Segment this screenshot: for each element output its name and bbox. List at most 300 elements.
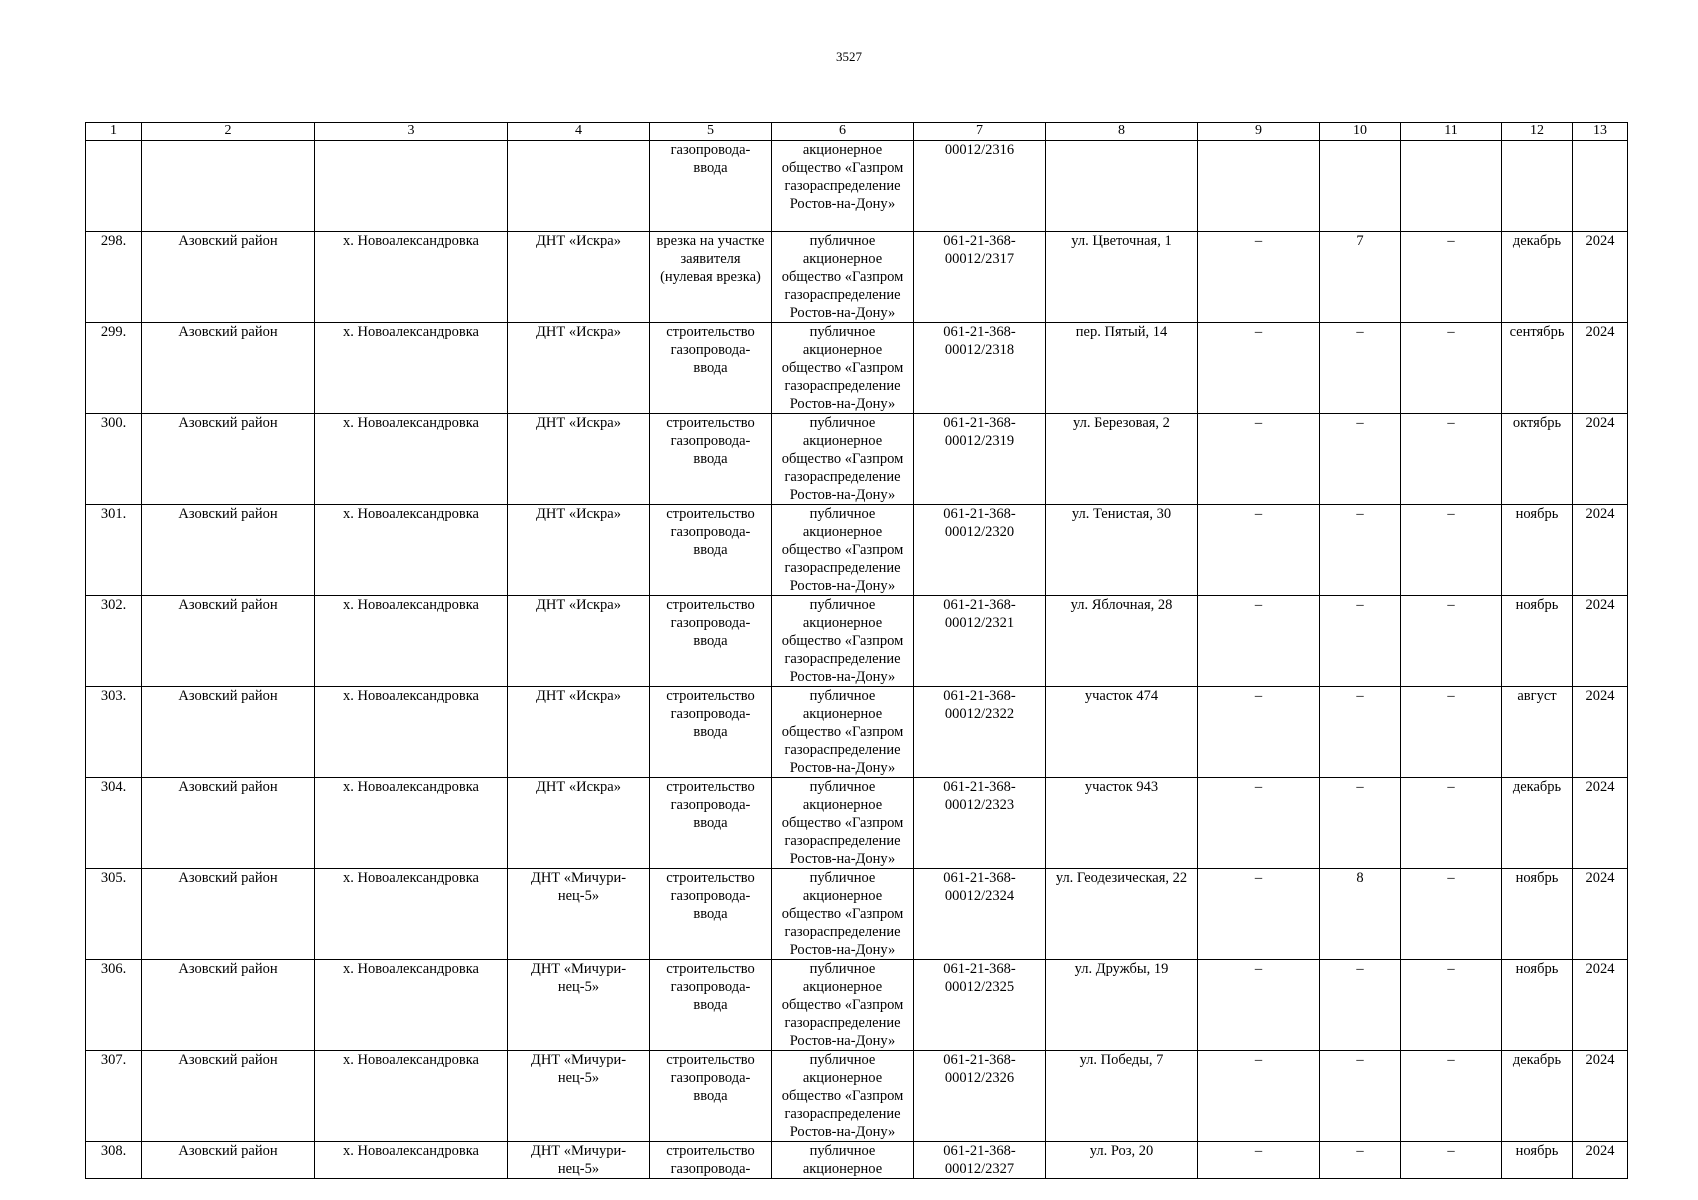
network-owner-line: газораспределение: [784, 833, 901, 849]
work-type-line: ввода: [693, 360, 728, 376]
work-type-cell: [650, 778, 772, 869]
row-number-cell: 303.: [86, 687, 142, 778]
work-type-cell: [650, 323, 772, 414]
address-cell: ул. Березовая, 2: [1046, 414, 1198, 505]
network-owner-line: Ростов-на-Дону»: [789, 1033, 896, 1049]
column-number-row: [86, 123, 1628, 141]
work-type-line: ввода: [693, 451, 728, 467]
work-type-line: ввода: [693, 997, 728, 1013]
organization-cell: [508, 1051, 650, 1142]
network-owner-line: газораспределение: [784, 1106, 901, 1122]
registry-code-line: 061-21-368-: [943, 688, 1016, 704]
work-type-line: ввода: [693, 815, 728, 831]
year-cell: 2024: [1573, 960, 1628, 1051]
work-type-line: ввода: [693, 906, 728, 922]
network-owner-line: Ростов-на-Дону»: [789, 578, 896, 594]
address-cell: ул. Роз, 20: [1046, 1142, 1198, 1179]
network-owner-line: акционерное: [802, 1070, 883, 1086]
column-header-8: 8: [1046, 123, 1198, 141]
network-owner-line: акционерное: [802, 1161, 883, 1177]
organization-line: ДНТ «Мичури-: [530, 870, 627, 886]
work-type-line: газопровода-: [670, 888, 751, 904]
network-owner-line: общество «Газпром: [781, 451, 904, 467]
continuation-cell-9: [1198, 141, 1320, 232]
settlement-cell: х. Новоалександровка: [315, 1142, 508, 1179]
continuation-cell-6-line: акционерное: [802, 142, 883, 158]
work-type-line: ввода: [693, 542, 728, 558]
organization-cell: [508, 596, 650, 687]
column-header-7: 7: [914, 123, 1046, 141]
address-cell: ул. Цветочная, 1: [1046, 232, 1198, 323]
row-number-cell: 304.: [86, 778, 142, 869]
network-owner-line: акционерное: [802, 706, 883, 722]
continuation-cell-1: [86, 141, 142, 232]
month-cell: декабрь: [1502, 232, 1573, 323]
col-9-value-cell: –: [1198, 505, 1320, 596]
network-owner-line: газораспределение: [784, 287, 901, 303]
network-owner-line: акционерное: [802, 888, 883, 904]
month-cell: декабрь: [1502, 778, 1573, 869]
year-cell: 2024: [1573, 596, 1628, 687]
registry-code-cell: [914, 960, 1046, 1051]
network-owner-cell: [772, 960, 914, 1051]
network-owner-line: акционерное: [802, 524, 883, 540]
work-type-cell: [650, 869, 772, 960]
network-owner-line: Ростов-на-Дону»: [789, 942, 896, 958]
organization-cell: [508, 323, 650, 414]
row-number-cell: 300.: [86, 414, 142, 505]
address-cell: ул. Геодезическая, 22: [1046, 869, 1198, 960]
registry-code-cell: [914, 323, 1046, 414]
month-cell: август: [1502, 687, 1573, 778]
registry-code-line: 061-21-368-: [943, 233, 1016, 249]
network-owner-line: газораспределение: [784, 1015, 901, 1031]
network-owner-line: общество «Газпром: [781, 269, 904, 285]
work-type-line: газопровода-: [670, 1161, 751, 1177]
organization-line: ДНТ «Мичури-: [530, 961, 627, 977]
col-11-value-cell: –: [1401, 414, 1502, 505]
table-row: [86, 1142, 1628, 1179]
work-type-line: строительство: [666, 870, 755, 886]
registry-code-cell: [914, 596, 1046, 687]
address-cell: участок 474: [1046, 687, 1198, 778]
work-type-line: строительство: [666, 506, 755, 522]
network-owner-cell: [772, 1051, 914, 1142]
registry-code-cell: [914, 505, 1046, 596]
table-row: [86, 596, 1628, 687]
network-owner-line: общество «Газпром: [781, 724, 904, 740]
col-10-value-cell: –: [1320, 596, 1401, 687]
month-cell: октябрь: [1502, 414, 1573, 505]
col-11-value-cell: –: [1401, 778, 1502, 869]
network-owner-line: общество «Газпром: [781, 360, 904, 376]
continuation-cell-5-line: газопровода-: [670, 142, 751, 158]
table-row: [86, 687, 1628, 778]
network-owner-line: Ростов-на-Дону»: [789, 851, 896, 867]
work-type-line: ввода: [693, 633, 728, 649]
network-owner-cell: [772, 687, 914, 778]
work-type-cell: [650, 414, 772, 505]
continuation-cell-5-line: ввода: [693, 160, 728, 176]
network-owner-cell: [772, 778, 914, 869]
work-type-line: строительство: [666, 688, 755, 704]
organization-line: ДНТ «Искра»: [536, 506, 621, 522]
col-10-value-cell: 8: [1320, 869, 1401, 960]
work-type-line: врезка на участке: [656, 233, 765, 249]
district-cell: Азовский район: [142, 960, 315, 1051]
settlement-cell: х. Новоалександровка: [315, 960, 508, 1051]
row-number-cell: 302.: [86, 596, 142, 687]
year-cell: 2024: [1573, 232, 1628, 323]
network-owner-cell: [772, 1142, 914, 1179]
network-owner-line: акционерное: [802, 251, 883, 267]
registry-code-line: 00012/2322: [944, 706, 1015, 722]
organization-line: ДНТ «Искра»: [536, 324, 621, 340]
district-cell: Азовский район: [142, 232, 315, 323]
work-type-line: газопровода-: [670, 342, 751, 358]
network-owner-cell: [772, 323, 914, 414]
col-9-value-cell: –: [1198, 869, 1320, 960]
registry-code-line: 00012/2319: [944, 433, 1015, 449]
work-type-cell: [650, 1051, 772, 1142]
table-row: [86, 323, 1628, 414]
organization-cell: [508, 1142, 650, 1179]
col-10-value-cell: –: [1320, 323, 1401, 414]
continuation-cell-7-line: 00012/2316: [944, 142, 1015, 158]
continuation-cell-10: [1320, 141, 1401, 232]
col-10-value-cell: –: [1320, 1051, 1401, 1142]
work-type-line: газопровода-: [670, 797, 751, 813]
work-type-line: строительство: [666, 415, 755, 431]
row-number-cell: 308.: [86, 1142, 142, 1179]
year-cell: 2024: [1573, 414, 1628, 505]
work-type-cell: [650, 232, 772, 323]
continuation-cell-11: [1401, 141, 1502, 232]
column-header-11: 11: [1401, 123, 1502, 141]
registry-code-cell: [914, 1051, 1046, 1142]
month-cell: ноябрь: [1502, 869, 1573, 960]
organization-cell: [508, 687, 650, 778]
network-owner-line: общество «Газпром: [781, 542, 904, 558]
address-cell: ул. Тенистая, 30: [1046, 505, 1198, 596]
network-owner-line: публичное: [809, 779, 876, 795]
district-cell: Азовский район: [142, 687, 315, 778]
continuation-cell-3: [315, 141, 508, 232]
registry-code-line: 061-21-368-: [943, 597, 1016, 613]
settlement-cell: х. Новоалександровка: [315, 869, 508, 960]
table-row: [86, 232, 1628, 323]
settlement-cell: х. Новоалександровка: [315, 505, 508, 596]
registry-code-line: 061-21-368-: [943, 870, 1016, 886]
work-type-line: газопровода-: [670, 706, 751, 722]
settlement-cell: х. Новоалександровка: [315, 687, 508, 778]
year-cell: 2024: [1573, 1051, 1628, 1142]
network-owner-line: публичное: [809, 961, 876, 977]
address-cell: пер. Пятый, 14: [1046, 323, 1198, 414]
col-11-value-cell: –: [1401, 596, 1502, 687]
settlement-cell: х. Новоалександровка: [315, 596, 508, 687]
district-cell: Азовский район: [142, 778, 315, 869]
registry-code-line: 00012/2323: [944, 797, 1015, 813]
work-type-cell: [650, 1142, 772, 1179]
work-type-line: заявителя: [680, 251, 741, 267]
col-11-value-cell: –: [1401, 1142, 1502, 1179]
network-owner-cell: [772, 232, 914, 323]
continuation-cell-4: [508, 141, 650, 232]
registry-code-cell: [914, 869, 1046, 960]
organization-line: ДНТ «Искра»: [536, 779, 621, 795]
row-number-cell: 298.: [86, 232, 142, 323]
work-type-line: строительство: [666, 1143, 755, 1159]
row-number-cell: 306.: [86, 960, 142, 1051]
table-row: [86, 505, 1628, 596]
registry-code-line: 00012/2318: [944, 342, 1015, 358]
column-header-9: 9: [1198, 123, 1320, 141]
organization-line: ДНТ «Искра»: [536, 597, 621, 613]
table-row: [86, 960, 1628, 1051]
registry-code-line: 061-21-368-: [943, 506, 1016, 522]
registry-code-line: 061-21-368-: [943, 1052, 1016, 1068]
network-owner-line: газораспределение: [784, 924, 901, 940]
work-type-line: (нулевая врезка): [660, 269, 761, 285]
continuation-cell-6-line: общество «Газпром: [781, 160, 904, 176]
col-9-value-cell: –: [1198, 1142, 1320, 1179]
network-owner-line: газораспределение: [784, 651, 901, 667]
organization-cell: [508, 414, 650, 505]
network-owner-line: публичное: [809, 324, 876, 340]
registry-code-cell: [914, 1142, 1046, 1179]
network-owner-line: Ростов-на-Дону»: [789, 305, 896, 321]
work-type-line: газопровода-: [670, 524, 751, 540]
col-10-value-cell: –: [1320, 687, 1401, 778]
network-owner-line: акционерное: [802, 433, 883, 449]
registry-code-line: 061-21-368-: [943, 1143, 1016, 1159]
month-cell: ноябрь: [1502, 1142, 1573, 1179]
network-owner-cell: [772, 869, 914, 960]
col-10-value-cell: –: [1320, 960, 1401, 1051]
work-type-cell: [650, 596, 772, 687]
district-cell: Азовский район: [142, 323, 315, 414]
work-type-line: газопровода-: [670, 615, 751, 631]
organization-line: нец-5»: [557, 979, 600, 995]
continuation-cell-7: [914, 141, 1046, 232]
network-owner-line: общество «Газпром: [781, 815, 904, 831]
continuation-cell-8: [1046, 141, 1198, 232]
col-10-value-cell: –: [1320, 505, 1401, 596]
column-header-12: 12: [1502, 123, 1573, 141]
table-row: [86, 778, 1628, 869]
col-10-value-cell: 7: [1320, 232, 1401, 323]
settlement-cell: х. Новоалександровка: [315, 232, 508, 323]
network-owner-cell: [772, 505, 914, 596]
organization-line: нец-5»: [557, 1070, 600, 1086]
year-cell: 2024: [1573, 778, 1628, 869]
column-header-6: 6: [772, 123, 914, 141]
gas-connection-table: [85, 122, 1628, 1179]
table-row: [86, 1051, 1628, 1142]
registry-code-line: 00012/2327: [944, 1161, 1015, 1177]
work-type-line: строительство: [666, 597, 755, 613]
network-owner-line: газораспределение: [784, 378, 901, 394]
col-11-value-cell: –: [1401, 687, 1502, 778]
network-owner-line: публичное: [809, 597, 876, 613]
network-owner-cell: [772, 596, 914, 687]
registry-code-line: 00012/2324: [944, 888, 1015, 904]
col-9-value-cell: –: [1198, 323, 1320, 414]
district-cell: Азовский район: [142, 1142, 315, 1179]
registry-code-line: 061-21-368-: [943, 961, 1016, 977]
continuation-row: [86, 141, 1628, 232]
organization-line: нец-5»: [557, 888, 600, 904]
col-11-value-cell: –: [1401, 232, 1502, 323]
registry-code-cell: [914, 414, 1046, 505]
network-owner-line: газораспределение: [784, 469, 901, 485]
network-owner-line: Ростов-на-Дону»: [789, 487, 896, 503]
network-owner-line: Ростов-на-Дону»: [789, 396, 896, 412]
row-number-cell: 305.: [86, 869, 142, 960]
table-row: [86, 869, 1628, 960]
organization-cell: [508, 505, 650, 596]
network-owner-line: газораспределение: [784, 742, 901, 758]
organization-cell: [508, 232, 650, 323]
continuation-cell-6: [772, 141, 914, 232]
network-owner-line: публичное: [809, 1143, 876, 1159]
col-9-value-cell: –: [1198, 960, 1320, 1051]
col-11-value-cell: –: [1401, 323, 1502, 414]
registry-code-line: 00012/2320: [944, 524, 1015, 540]
column-header-2: 2: [142, 123, 315, 141]
address-cell: ул. Дружбы, 19: [1046, 960, 1198, 1051]
column-header-1: 1: [86, 123, 142, 141]
network-owner-cell: [772, 414, 914, 505]
work-type-line: строительство: [666, 1052, 755, 1068]
work-type-line: строительство: [666, 779, 755, 795]
row-number-cell: 307.: [86, 1051, 142, 1142]
col-9-value-cell: –: [1198, 1051, 1320, 1142]
registry-code-line: 00012/2325: [944, 979, 1015, 995]
work-type-line: газопровода-: [670, 433, 751, 449]
registry-code-line: 061-21-368-: [943, 324, 1016, 340]
organization-line: ДНТ «Мичури-: [530, 1052, 627, 1068]
network-owner-line: общество «Газпром: [781, 1088, 904, 1104]
district-cell: Азовский район: [142, 596, 315, 687]
col-9-value-cell: –: [1198, 414, 1320, 505]
organization-line: ДНТ «Искра»: [536, 688, 621, 704]
registry-code-line: 00012/2326: [944, 1070, 1015, 1086]
continuation-cell-6-line: Ростов-на-Дону»: [789, 196, 896, 212]
continuation-cell-6-line: газораспределение: [784, 178, 901, 194]
network-owner-line: общество «Газпром: [781, 997, 904, 1013]
col-11-value-cell: –: [1401, 505, 1502, 596]
continuation-cell-13: [1573, 141, 1628, 232]
work-type-line: ввода: [693, 1088, 728, 1104]
year-cell: 2024: [1573, 869, 1628, 960]
work-type-line: газопровода-: [670, 1070, 751, 1086]
col-11-value-cell: –: [1401, 960, 1502, 1051]
page-number: 3527: [836, 49, 862, 64]
registry-code-cell: [914, 232, 1046, 323]
address-cell: участок 943: [1046, 778, 1198, 869]
network-owner-line: газораспределение: [784, 560, 901, 576]
network-owner-line: общество «Газпром: [781, 633, 904, 649]
year-cell: 2024: [1573, 687, 1628, 778]
organization-line: нец-5»: [557, 1161, 600, 1177]
col-10-value-cell: –: [1320, 1142, 1401, 1179]
network-owner-line: публичное: [809, 415, 876, 431]
district-cell: Азовский район: [142, 505, 315, 596]
col-11-value-cell: –: [1401, 869, 1502, 960]
work-type-cell: [650, 687, 772, 778]
col-10-value-cell: –: [1320, 414, 1401, 505]
col-10-value-cell: –: [1320, 778, 1401, 869]
network-owner-line: публичное: [809, 1052, 876, 1068]
settlement-cell: х. Новоалександровка: [315, 778, 508, 869]
column-header-5: 5: [650, 123, 772, 141]
network-owner-line: публичное: [809, 870, 876, 886]
continuation-cell-5: [650, 141, 772, 232]
district-cell: Азовский район: [142, 1051, 315, 1142]
organization-line: ДНТ «Искра»: [536, 415, 621, 431]
column-header-10: 10: [1320, 123, 1401, 141]
col-9-value-cell: –: [1198, 596, 1320, 687]
work-type-line: газопровода-: [670, 979, 751, 995]
work-type-cell: [650, 960, 772, 1051]
network-owner-line: публичное: [809, 506, 876, 522]
column-header-4: 4: [508, 123, 650, 141]
organization-line: ДНТ «Искра»: [536, 233, 621, 249]
work-type-cell: [650, 505, 772, 596]
col-11-value-cell: –: [1401, 1051, 1502, 1142]
district-cell: Азовский район: [142, 869, 315, 960]
month-cell: сентябрь: [1502, 323, 1573, 414]
network-owner-line: акционерное: [802, 615, 883, 631]
settlement-cell: х. Новоалександровка: [315, 1051, 508, 1142]
col-9-value-cell: –: [1198, 232, 1320, 323]
network-owner-line: общество «Газпром: [781, 906, 904, 922]
organization-cell: [508, 960, 650, 1051]
registry-code-cell: [914, 687, 1046, 778]
col-9-value-cell: –: [1198, 778, 1320, 869]
continuation-cell-12: [1502, 141, 1573, 232]
row-number-cell: 301.: [86, 505, 142, 596]
month-cell: ноябрь: [1502, 960, 1573, 1051]
continuation-cell-2: [142, 141, 315, 232]
address-cell: ул. Яблочная, 28: [1046, 596, 1198, 687]
table-row: [86, 414, 1628, 505]
network-owner-line: акционерное: [802, 342, 883, 358]
network-owner-line: Ростов-на-Дону»: [789, 760, 896, 776]
address-cell: ул. Победы, 7: [1046, 1051, 1198, 1142]
network-owner-line: акционерное: [802, 797, 883, 813]
month-cell: ноябрь: [1502, 505, 1573, 596]
organization-cell: [508, 778, 650, 869]
settlement-cell: х. Новоалександровка: [315, 414, 508, 505]
year-cell: 2024: [1573, 505, 1628, 596]
registry-code-line: 00012/2317: [944, 251, 1015, 267]
registry-code-line: 061-21-368-: [943, 779, 1016, 795]
network-owner-line: акционерное: [802, 979, 883, 995]
year-cell: 2024: [1573, 323, 1628, 414]
month-cell: декабрь: [1502, 1051, 1573, 1142]
network-owner-line: публичное: [809, 688, 876, 704]
work-type-line: строительство: [666, 961, 755, 977]
organization-cell: [508, 869, 650, 960]
registry-code-line: 061-21-368-: [943, 415, 1016, 431]
row-number-cell: 299.: [86, 323, 142, 414]
network-owner-line: публичное: [809, 233, 876, 249]
work-type-line: ввода: [693, 724, 728, 740]
organization-line: ДНТ «Мичури-: [530, 1143, 627, 1159]
